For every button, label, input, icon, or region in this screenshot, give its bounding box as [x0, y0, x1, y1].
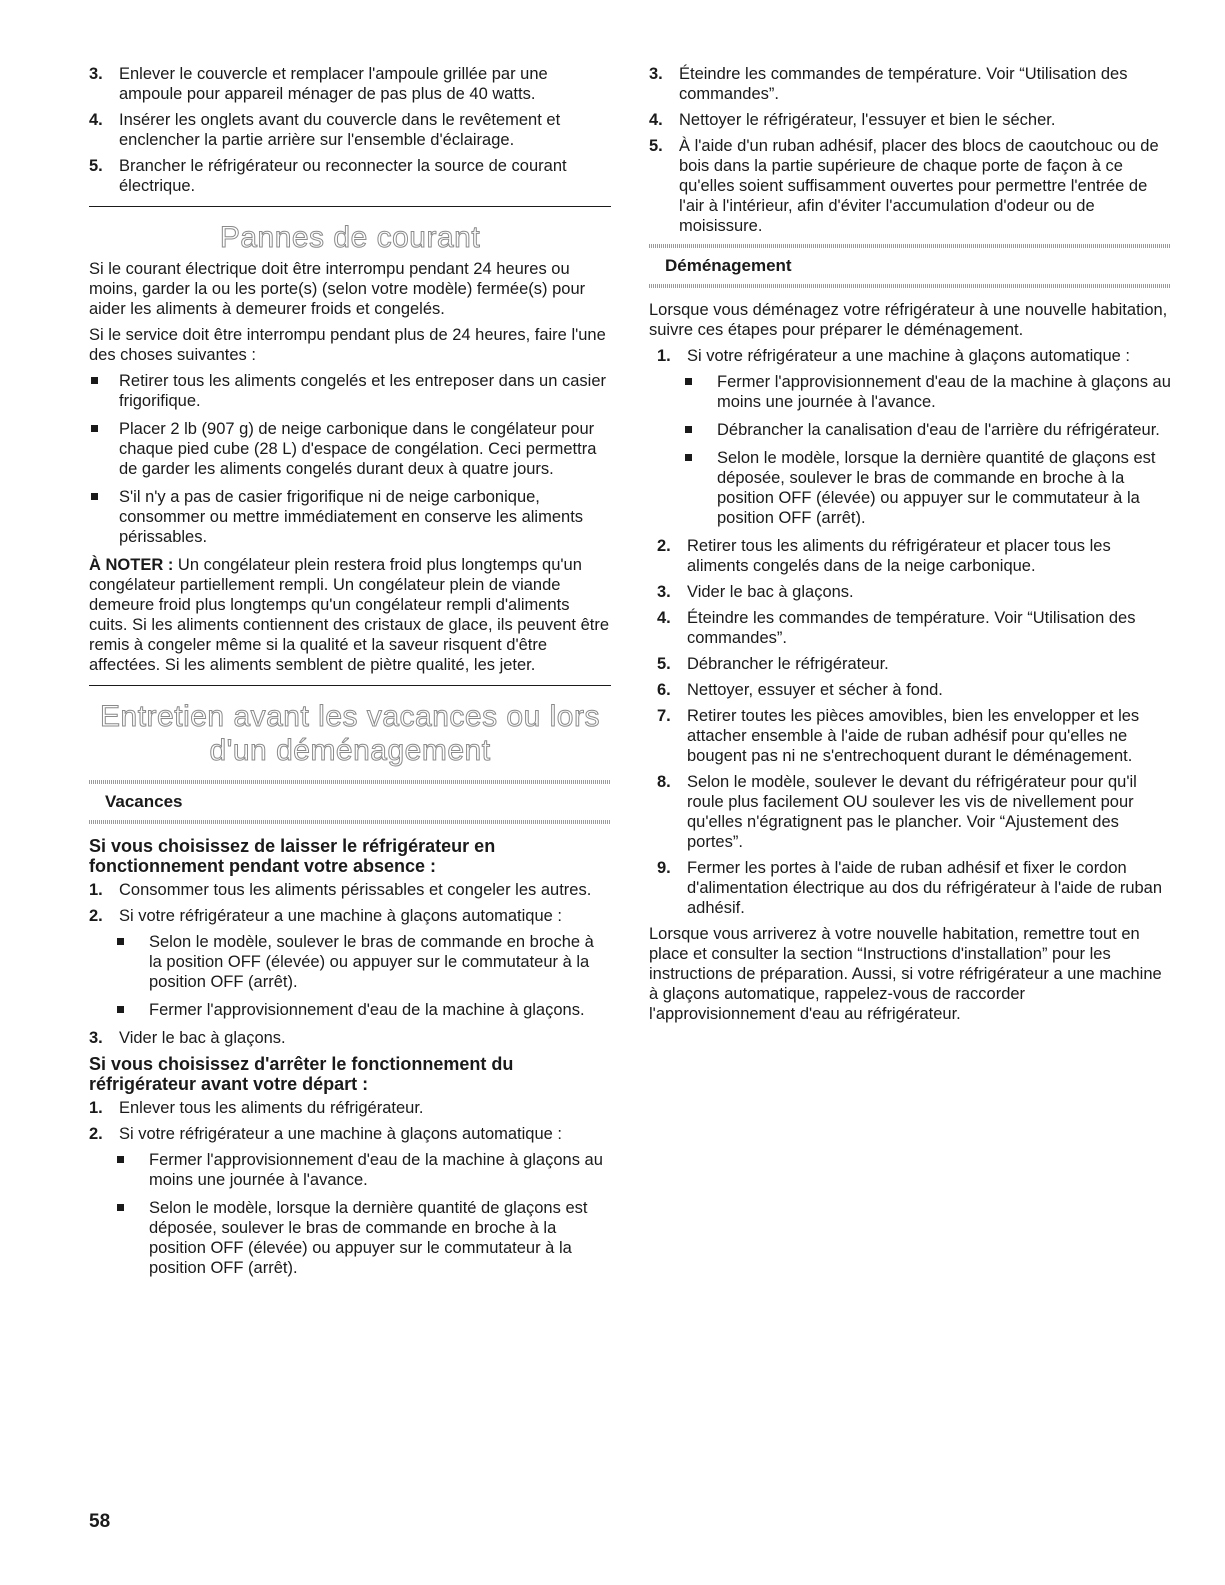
list-item — [657, 608, 1171, 648]
power-outage-paragraph-2: Si le service doit être interrompu pendant plus de 24 heures, faire l'une des choses suivantes : — [89, 326, 606, 364]
step-number: 3. — [649, 65, 663, 83]
page-number: 58 — [89, 1511, 111, 1532]
stipple-rule — [89, 780, 611, 784]
ice-maker-substeps — [89, 1150, 611, 1278]
moving-subheading: Déménagement — [665, 256, 792, 275]
list-item — [657, 654, 1171, 674]
list-item: Fermer l'approvisionnement d'eau de la machine à glaçons au moins une journée à l'avance. — [89, 1150, 611, 1190]
step-number: 2. — [89, 907, 103, 925]
step-number: 4. — [657, 609, 671, 627]
power-outage-paragraph-1: Si le courant électrique doit être interrompu pendant 24 heures ou moins, garder la ou les porte(s) (selon votre modèle) fermée(s) pour aider les aliments à demeurer froids et congelés. — [89, 260, 586, 318]
list-item — [89, 156, 611, 196]
list-item — [657, 772, 1171, 852]
list-item — [89, 64, 611, 104]
list-item — [657, 858, 1171, 918]
list-item: S'il n'y a pas de casier frigorifique ni de neige carbonique, consommer ou mettre immédiatement en conserve les aliments périssables. — [89, 487, 611, 547]
section-divider — [89, 685, 611, 686]
step-text: Nettoyer, essuyer et sécher à fond. — [687, 681, 943, 699]
list-item — [89, 110, 611, 150]
moving-intro: Lorsque vous déménagez votre réfrigérateur à une nouvelle habitation, suivre ces étapes pour préparer le déménagement. — [649, 301, 1168, 339]
step-number: 9. — [657, 859, 671, 877]
shut-off-steps — [89, 1098, 611, 1278]
freezer-note — [89, 555, 611, 675]
step-text: Consommer tous les aliments périssables et congeler les autres. — [119, 881, 592, 899]
step-text: Selon le modèle, soulever le devant du réfrigérateur pour qu'il roule plus facilement OU soulever les vis de nivellement pour qu'elles n'égratignent pas le plancher. Voir “Ajustement des portes”. — [687, 773, 1137, 851]
list-item — [649, 64, 1171, 104]
vacation-subheading: Vacances — [105, 792, 183, 811]
vacation-moving-title — [89, 700, 611, 768]
step-number: 7. — [657, 707, 671, 725]
step-text: Fermer les portes à l'aide de ruban adhésif et fixer le cordon d'alimentation électrique au dos du réfrigérateur à l'aide de ruban adhésif. — [687, 859, 1163, 917]
step-text: Retirer tous les aliments du réfrigérateur et placer tous les aliments congelés dans de la neige carbonique. — [687, 537, 1111, 575]
keep-running-heading: Si vous choisissez de laisser le réfrigérateur en fonctionnement pendant votre absence : — [89, 836, 496, 876]
step-text: Débrancher le réfrigérateur. — [687, 655, 889, 673]
list-item — [657, 706, 1171, 766]
step-text: Enlever tous les aliments du réfrigérateur. — [119, 1099, 424, 1117]
list-item: Fermer l'approvisionnement d'eau de la machine à glaçons au moins une journée à l'avance. — [657, 372, 1171, 412]
step-text: Vider le bac à glaçons. — [687, 583, 854, 601]
ice-maker-substeps — [89, 932, 611, 1020]
list-item — [89, 906, 611, 1020]
step-text: Si votre réfrigérateur a une machine à glaçons automatique : — [119, 1125, 563, 1143]
step-text: Retirer toutes les pièces amovibles, bien les envelopper et les attacher ensemble à l'aide de ruban adhésif pour qu'elles ne bougent pas ni ne s'entrechoquent durant le déménagement. — [687, 707, 1140, 765]
list-item — [89, 1124, 611, 1278]
list-item — [89, 880, 611, 900]
step-number: 1. — [657, 347, 671, 365]
shut-off-heading: Si vous choisissez d'arrêter le fonctionnement du réfrigérateur avant votre départ : — [89, 1054, 514, 1094]
list-item: Selon le modèle, soulever le bras de commande en broche à la position OFF (élevée) ou appuyer sur le commutateur à la position OFF (arrêt). — [89, 932, 611, 992]
step-number: 3. — [89, 1029, 103, 1047]
ice-maker-substeps — [657, 372, 1171, 528]
list-item — [649, 110, 1171, 130]
list-item: Selon le modèle, lorsque la dernière quantité de glaçons est déposée, soulever le bras de commande en broche à la position OFF (élevée) ou appuyer sur le commutateur à la position OFF (arrêt). — [89, 1198, 611, 1278]
list-item: Retirer tous les aliments congelés et les entreposer dans un casier frigorifique. — [89, 371, 611, 411]
power-outage-options — [89, 371, 611, 547]
step-text: Vider le bac à glaçons. — [119, 1029, 286, 1047]
step-text: Si votre réfrigérateur a une machine à glaçons automatique : — [687, 347, 1131, 365]
list-item: Placer 2 lb (907 g) de neige carbonique dans le congélateur pour chaque pied cube (28 L) d'espace de congélation. Ceci permettra de garder les aliments congelés durant deux à quatre jours. — [89, 419, 611, 479]
stipple-rule — [649, 244, 1171, 248]
keep-running-steps — [89, 880, 611, 1048]
left-column — [89, 64, 611, 1286]
step-text: Insérer les onglets avant du couvercle dans le revêtement et enclencher la partie arrière sur l'ensemble d'éclairage. — [119, 111, 561, 149]
step-number: 1. — [89, 1099, 103, 1117]
step-text: Nettoyer le réfrigérateur, l'essuyer et bien le sécher. — [679, 111, 1056, 129]
list-item: Selon le modèle, lorsque la dernière quantité de glaçons est déposée, soulever le bras de commande en broche à la position OFF (élevée) ou appuyer sur le commutateur à la position OFF (arrêt). — [657, 448, 1171, 528]
title-line-1: Entretien avant les vacances ou lors — [100, 700, 600, 733]
note-text: Un congélateur plein restera froid plus longtemps qu'un congélateur partiellement rempli. Un congélateur plein de viande demeure froid plus longtemps qu'un congélateur rempli d'aliments cuits. Si les aliments contiennent des cristaux de glace, ils peuvent être remis à congeler même si la qualité et la saveur risquent d'être affectées. Si les aliments semblent de piètre qualité, les jeter. — [89, 556, 610, 674]
step-number: 3. — [657, 583, 671, 601]
step-number: 3. — [89, 65, 103, 83]
note-label: À NOTER : — [89, 556, 174, 574]
step-number: 6. — [657, 681, 671, 699]
list-item — [89, 1028, 611, 1048]
step-number: 1. — [89, 881, 103, 899]
step-number: 5. — [649, 137, 663, 155]
title-line-2: d'un déménagement — [209, 734, 491, 767]
step-number: 5. — [89, 157, 103, 175]
step-number: 5. — [657, 655, 671, 673]
step-text: À l'aide d'un ruban adhésif, placer des blocs de caoutchouc ou de bois dans la partie supérieure de chaque porte de façon à ce qu'elles soient suffisamment ouvertes pour permettre l'entrée de l'air à l'intérieur, afin d'éviter l'accumulation d'odeur ou de moisissure. — [679, 137, 1159, 235]
shut-off-steps-continued — [649, 64, 1171, 236]
step-number: 2. — [89, 1125, 103, 1143]
list-item — [657, 536, 1171, 576]
step-number: 4. — [89, 111, 103, 129]
list-item: Fermer l'approvisionnement d'eau de la machine à glaçons. — [89, 1000, 611, 1020]
stipple-rule — [89, 820, 611, 824]
light-replacement-steps — [89, 64, 611, 196]
step-number: 4. — [649, 111, 663, 129]
list-item: Débrancher la canalisation d'eau de l'arrière du réfrigérateur. — [657, 420, 1171, 440]
list-item — [657, 582, 1171, 602]
power-outage-title: Pannes de courant — [219, 221, 481, 254]
list-item — [89, 1098, 611, 1118]
step-text: Éteindre les commandes de température. Voir “Utilisation des commandes”. — [679, 65, 1128, 103]
stipple-rule — [649, 284, 1171, 288]
step-text: Enlever le couvercle et remplacer l'ampoule grillée par une ampoule pour appareil ménager de pas plus de 40 watts. — [119, 65, 548, 103]
step-text: Brancher le réfrigérateur ou reconnecter la source de courant électrique. — [119, 157, 567, 195]
moving-steps — [649, 346, 1171, 918]
section-divider — [89, 206, 611, 207]
moving-closing: Lorsque vous arriverez à votre nouvelle habitation, remettre tout en place et consulter la section “Instructions d'installation” pour les instructions de préparation. Aussi, si votre réfrigérateur a une machine à glaçons automatique, rappelez-vous de raccorder l'approvisionnement d'eau au réfrigérateur. — [649, 925, 1162, 1023]
list-item — [657, 346, 1171, 528]
list-item — [657, 680, 1171, 700]
step-number: 2. — [657, 537, 671, 555]
list-item — [649, 136, 1171, 236]
step-text: Éteindre les commandes de température. Voir “Utilisation des commandes”. — [687, 609, 1136, 647]
step-number: 8. — [657, 773, 671, 791]
right-column — [649, 64, 1171, 1030]
step-text: Si votre réfrigérateur a une machine à glaçons automatique : — [119, 907, 563, 925]
